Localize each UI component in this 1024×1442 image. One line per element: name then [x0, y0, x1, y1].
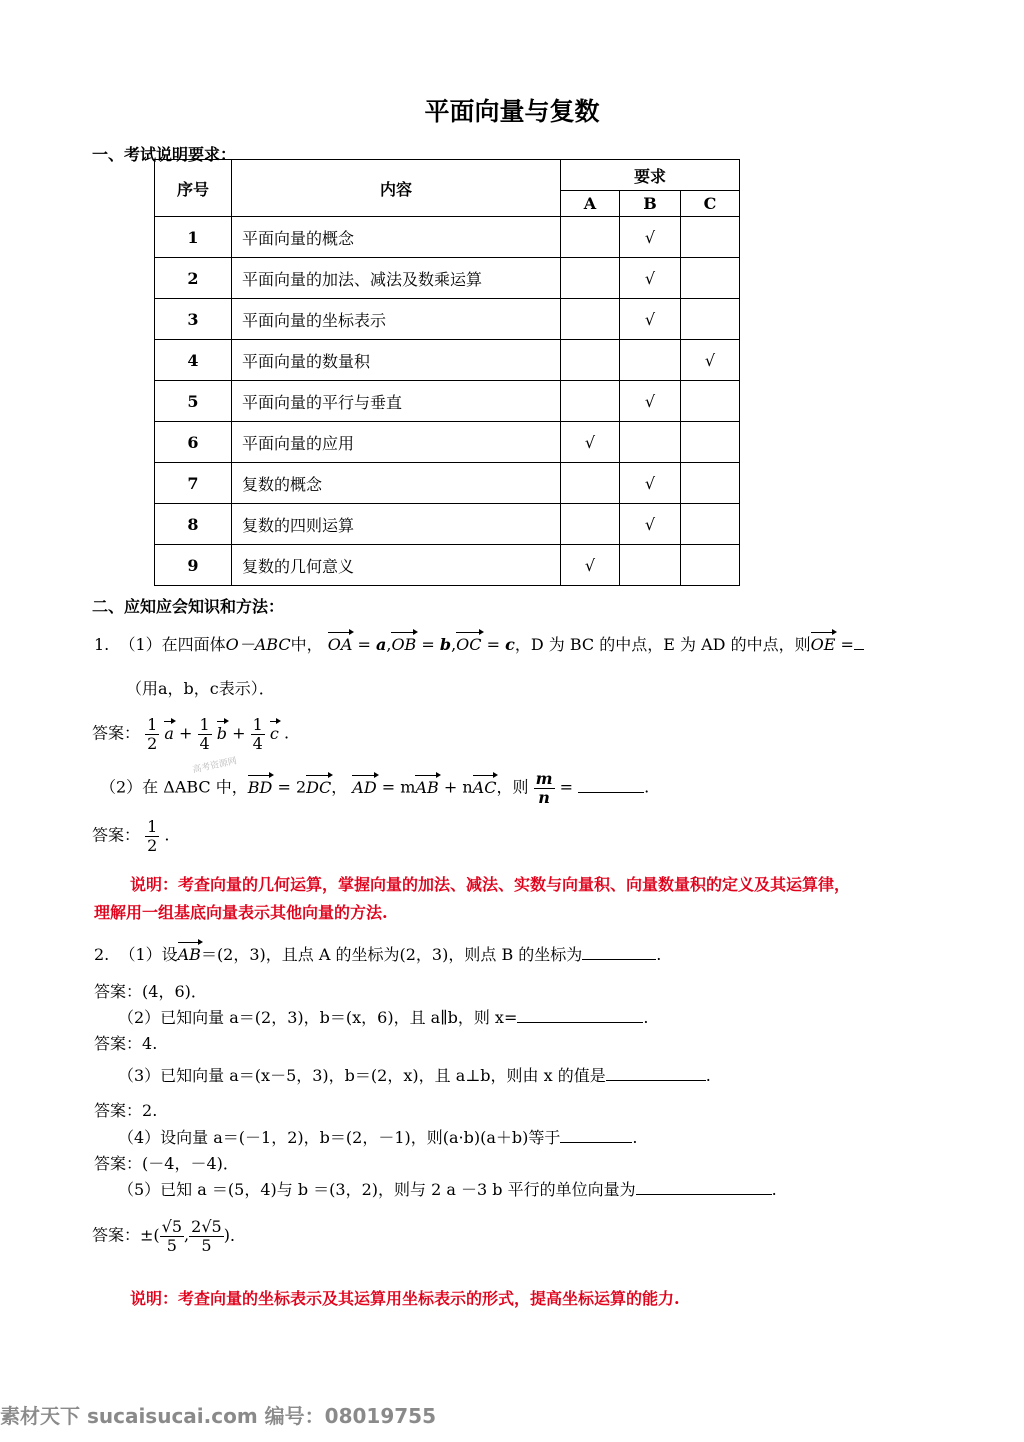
- table-row: 3 平面向量的坐标表示 √: [155, 299, 740, 340]
- header-content: 内容: [232, 160, 561, 217]
- q2-answer4: 答案：(－4，－4)．: [94, 1154, 239, 1173]
- small-watermark: 高考资源网: [191, 756, 238, 776]
- check-mark: √: [620, 504, 681, 545]
- header-c: C: [681, 191, 740, 217]
- table-row: 6 平面向量的应用 √: [155, 422, 740, 463]
- q1-part2: （2）在 ΔABC 中，BD = 2DC， AD = mAB + nAC，则 $\frac{m}{n}$ = .: [100, 769, 650, 807]
- check-mark: √: [681, 340, 740, 381]
- q2-answer3: 答案：2.: [94, 1101, 158, 1120]
- check-mark: √: [620, 299, 681, 340]
- check-mark: √: [620, 258, 681, 299]
- table-row: 9 复数的几何意义 √: [155, 545, 740, 586]
- header-no: 序号: [155, 160, 232, 217]
- q2-part1: 2. （1）设AB＝(2，3)，且点 A 的坐标为(2，3)，则点 B 的坐标为 .: [94, 945, 662, 964]
- q2-answer1: 答案：(4，6)．: [94, 982, 207, 1001]
- header-a: A: [561, 191, 620, 217]
- header-requirement: 要求: [561, 160, 740, 191]
- q1-answer1: 答案： $\frac{1}{2}$ a + $\frac{1}{4}$ b + $\frac{1}{4}$ c .: [92, 715, 290, 753]
- header-b: B: [620, 191, 681, 217]
- requirements-table: [154, 159, 740, 586]
- table-row: 4 平面向量的数量积 √: [155, 340, 740, 381]
- q2-part2: （2）已知向量 a＝(2，3)，b＝(x，6)，且 a∥b，则 x= .: [118, 1008, 649, 1027]
- q2-answer5: 答案：±( $\frac{√5}{5}$ , $\frac{2√5}{5}$ )．: [92, 1217, 246, 1255]
- check-mark: √: [561, 545, 620, 586]
- q2-note: 说明：考查向量的坐标表示及其运算用坐标表示的形式，提高坐标运算的能力.: [130, 1289, 680, 1308]
- check-mark: √: [620, 217, 681, 258]
- q1-part1: 1. （1）在四面体O－ABC中， OA = a,OB = b,OC = c，D 为 BC 的中点，E 为 AD 的中点，则OE =: [94, 632, 864, 655]
- watermark: 素材天下 sucaisucai.com 编号：08019755: [0, 1404, 436, 1428]
- q2-part5: （5）已知 a ＝(5，4)与 b ＝(3，2)，则与 2 a －3 b 平行的单位向量为 .: [118, 1180, 777, 1199]
- table-row: 7 复数的概念 √: [155, 463, 740, 504]
- page-title: 平面向量与复数: [424, 97, 600, 126]
- q2-part3: （3）已知向量 a＝(x－5，3)，b＝(2，x)，且 a⊥b，则由 x 的值是 .: [118, 1066, 711, 1085]
- section-1-heading: 一、考试说明要求：: [92, 145, 237, 164]
- q2-part4: （4）设向量 a＝(－1，2)，b＝(2，－1)，则(a·b)(a＋b)等于 .: [118, 1128, 638, 1147]
- table-row: 8 复数的四则运算 √: [155, 504, 740, 545]
- section-2-heading: 二、应知应会知识和方法：: [92, 597, 285, 616]
- check-mark: √: [620, 381, 681, 422]
- table-row: 5 平面向量的平行与垂直 √: [155, 381, 740, 422]
- q1-part1-hint: （用a，b，c表示）．: [126, 679, 275, 698]
- table-row: 2 平面向量的加法、减法及数乘运算 √: [155, 258, 740, 299]
- q1-answer2: 答案： $\frac{1}{2}$ .: [92, 817, 170, 855]
- check-mark: √: [561, 422, 620, 463]
- q2-answer2: 答案：4.: [94, 1034, 158, 1053]
- q1-note: 说明：考查向量的几何运算，掌握向量的加法、减法、实数与向量积、向量数量积的定义及其运算律，: [130, 875, 851, 894]
- check-mark: √: [620, 463, 681, 504]
- table-row: 1 平面向量的概念 √: [155, 217, 740, 258]
- q1-note-line2: 理解用一组基底向量表示其他向量的方法.: [94, 903, 388, 922]
